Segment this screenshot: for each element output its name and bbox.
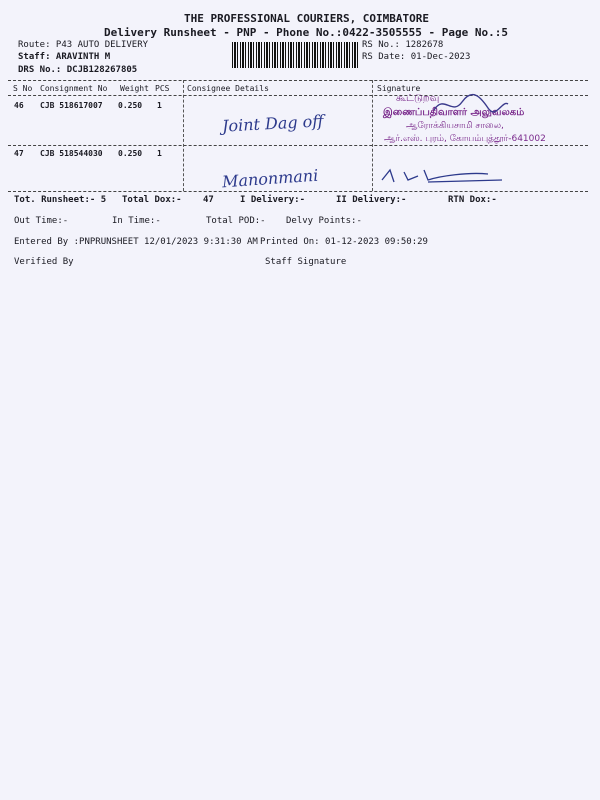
row-47-sno: 47 (14, 149, 24, 158)
row-47-consignment: CJB 518544030 (40, 149, 103, 158)
staff-signature: Staff Signature (265, 257, 347, 267)
row-46-weight: 0.250 (118, 101, 143, 110)
total-dox-label: Total Dox:- (122, 195, 182, 205)
row-divider (8, 145, 588, 146)
rs-number: RS No.: 1282678 (362, 40, 444, 50)
table-bottom-rule (8, 191, 588, 192)
barcode-image (232, 42, 358, 68)
rs-date: RS Date: 01-Dec-2023 (362, 52, 471, 62)
signature-scribble-46 (430, 92, 510, 118)
in-time: In Time:- (112, 216, 161, 226)
col-header-signature: Signature (377, 84, 421, 93)
column-divider-consignee (183, 80, 184, 191)
stamp-line-3: ஆரோக்கியசாமி சாலை, (406, 121, 504, 131)
row-47-weight: 0.250 (118, 149, 143, 158)
row-46-consignment: CJB 518617007 (40, 101, 103, 110)
ii-delivery: II Delivery:- (336, 195, 407, 205)
col-header-sno: S No (13, 84, 33, 93)
i-delivery: I Delivery:- (240, 195, 306, 205)
stamp-line-2: இணைப்பதிவாளர் அலுவலகம் (383, 107, 525, 118)
verified-by: Verified By (14, 257, 74, 267)
printed-on: Printed On: 01-12-2023 09:50:29 (260, 237, 428, 247)
out-time: Out Time:- (14, 216, 69, 226)
row-46-pcs: 1 (157, 101, 162, 110)
entered-by: Entered By :PNPRUNSHEET 12/01/2023 9:31:30 AM (14, 237, 258, 247)
row-47-pcs: 1 (157, 149, 162, 158)
row-46-handwritten-consignee: Joint Dag off (221, 111, 325, 136)
column-divider-signature (372, 80, 373, 191)
runsheet-subtitle: Delivery Runsheet - PNP - Phone No.:0422-3505555 - Page No.:5 (104, 26, 508, 39)
drs-number: DRS No.: DCJB128267805 (18, 65, 138, 75)
col-header-pcs: PCS (155, 84, 170, 93)
col-header-consignment: Consignment No (40, 84, 108, 93)
delvy-points: Delvy Points:- (286, 216, 362, 226)
total-pod: Total POD:- (206, 216, 266, 226)
company-title: THE PROFESSIONAL COURIERS, COIMBATORE (184, 12, 430, 25)
tot-runsheet: Tot. Runsheet:- 5 (14, 195, 107, 205)
rtn-dox: RTN Dox:- (448, 195, 497, 205)
row-47-handwritten-consignee: Manonmani (221, 165, 319, 192)
total-dox-value: 47 (203, 195, 214, 205)
route-label: Route: P43 AUTO DELIVERY (18, 40, 149, 50)
col-header-weight: Weight (120, 84, 149, 93)
staff-label: Staff: ARAVINTH M (18, 52, 111, 62)
stamp-line-1: கூட்டுறவு (396, 93, 440, 104)
table-top-rule (8, 80, 588, 81)
row-46-sno: 46 (14, 101, 24, 110)
signature-scribble-47 (378, 162, 508, 188)
stamp-line-4: ஆர்.எஸ். புரம், கோயம்புத்தூர்-641002 (384, 134, 546, 144)
col-header-consignee: Consignee Details (187, 84, 269, 93)
